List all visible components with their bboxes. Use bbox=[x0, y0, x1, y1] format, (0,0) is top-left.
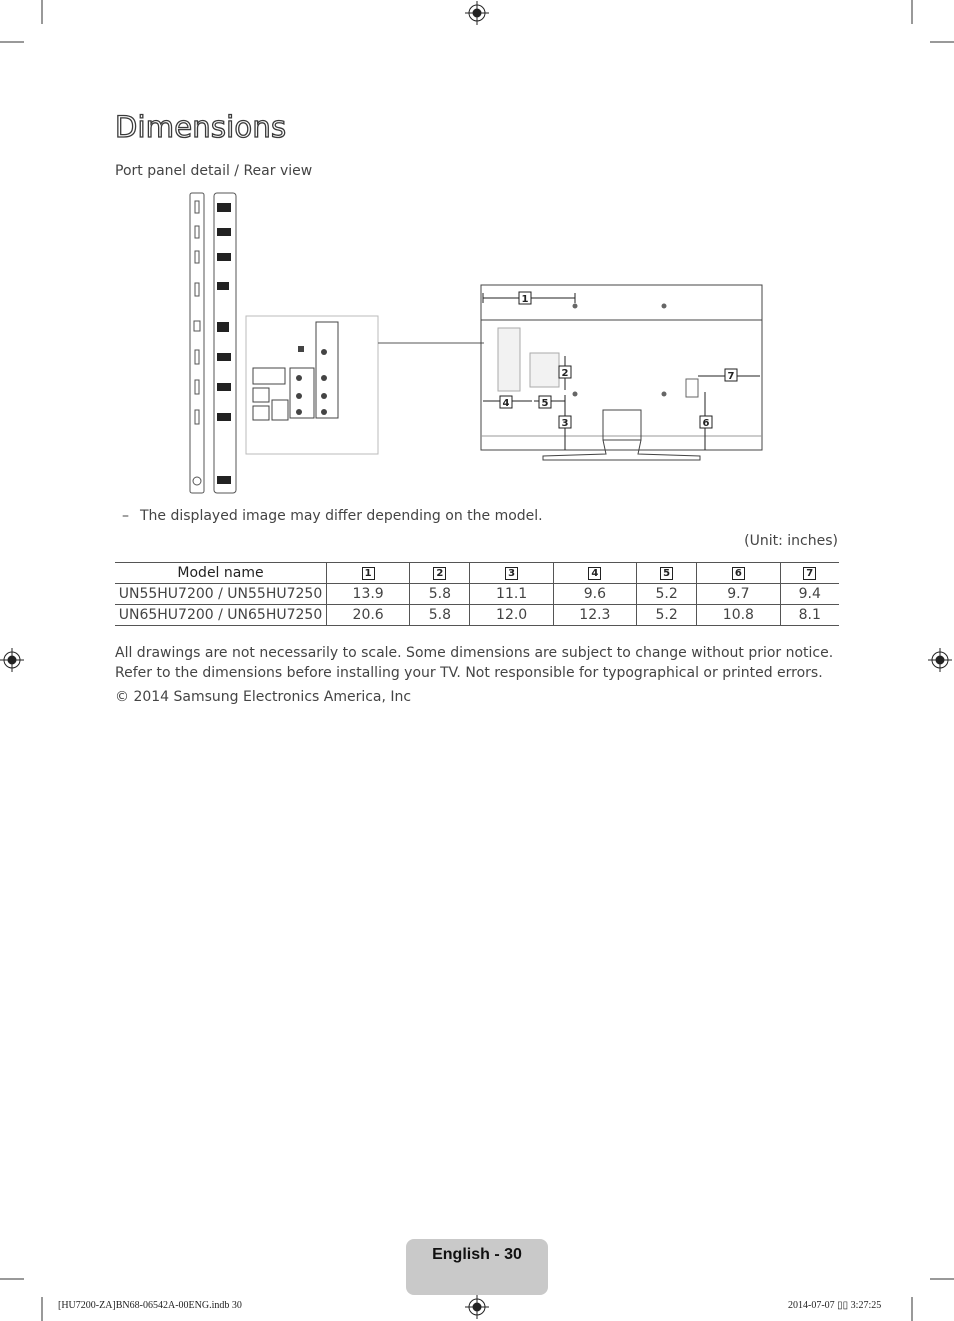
header-badge-3: 3 bbox=[505, 567, 518, 580]
value-cell: 12.0 bbox=[470, 605, 553, 626]
dimensions-table bbox=[115, 562, 839, 626]
table-row bbox=[115, 584, 839, 605]
value-cell: 9.7 bbox=[697, 584, 780, 605]
header-badge-4: 4 bbox=[588, 567, 601, 580]
header-badge-1: 1 bbox=[362, 567, 375, 580]
note-text: The displayed image may differ depending on the model. bbox=[140, 508, 543, 524]
tv-rear-view bbox=[481, 285, 762, 460]
callout-3: 3 bbox=[561, 418, 569, 429]
registration-mark-left bbox=[0, 648, 24, 672]
unit-label: (Unit: inches) bbox=[744, 533, 838, 549]
rear-port-detail bbox=[246, 316, 484, 454]
callout-7: 7 bbox=[727, 371, 735, 382]
page-title: Dimensions bbox=[115, 110, 287, 144]
print-slug-timestamp: 2014-07-07 ▯▯ 3:27:25 bbox=[788, 1300, 882, 1311]
value-cell: 5.8 bbox=[410, 605, 470, 626]
value-cell: 20.6 bbox=[327, 605, 410, 626]
registration-mark-top bbox=[465, 1, 489, 25]
value-cell: 5.2 bbox=[637, 584, 697, 605]
diagram-subheading: Port panel detail / Rear view bbox=[115, 163, 313, 179]
callout-5: 5 bbox=[541, 398, 549, 409]
value-cell: 13.9 bbox=[327, 584, 410, 605]
model-note bbox=[122, 508, 543, 524]
header-model-name: Model name bbox=[115, 563, 327, 584]
side-port-panel bbox=[190, 193, 236, 493]
value-cell: 8.1 bbox=[780, 605, 839, 626]
note-dash: – bbox=[122, 508, 129, 524]
callout-4: 4 bbox=[502, 398, 510, 409]
callout-2: 2 bbox=[561, 368, 569, 379]
header-badge-6: 6 bbox=[732, 567, 745, 580]
registration-mark-bottom bbox=[465, 1295, 489, 1319]
table-header-row bbox=[115, 563, 839, 584]
callout-6: 6 bbox=[702, 418, 710, 429]
value-cell: 12.3 bbox=[553, 605, 636, 626]
value-cell: 9.6 bbox=[553, 584, 636, 605]
callout-1: 1 bbox=[521, 294, 529, 305]
header-badge-5: 5 bbox=[660, 567, 673, 580]
value-cell: 9.4 bbox=[780, 584, 839, 605]
value-cell: 5.2 bbox=[637, 605, 697, 626]
copyright-line: © 2014 Samsung Electronics America, Inc bbox=[115, 689, 412, 705]
value-cell: 11.1 bbox=[470, 584, 553, 605]
table-row bbox=[115, 605, 839, 626]
header-badge-7: 7 bbox=[803, 567, 816, 580]
page-number-label: English - 30 bbox=[432, 1246, 522, 1263]
disclaimer-paragraph: All drawings are not necessarily to scale. Some dimensions are subject to change without prior notice. Refer to the dimensions before installing your TV. Not responsible for typographical or printed errors. bbox=[115, 645, 834, 681]
print-slug-file: [HU7200-ZA]BN68-06542A-00ENG.indb 30 bbox=[58, 1300, 242, 1311]
model-cell: UN65HU7200 / UN65HU7250 bbox=[115, 605, 327, 626]
model-cell: UN55HU7200 / UN55HU7250 bbox=[115, 584, 327, 605]
header-badge-2: 2 bbox=[433, 567, 446, 580]
value-cell: 5.8 bbox=[410, 584, 470, 605]
registration-mark-right bbox=[928, 648, 952, 672]
value-cell: 10.8 bbox=[697, 605, 780, 626]
